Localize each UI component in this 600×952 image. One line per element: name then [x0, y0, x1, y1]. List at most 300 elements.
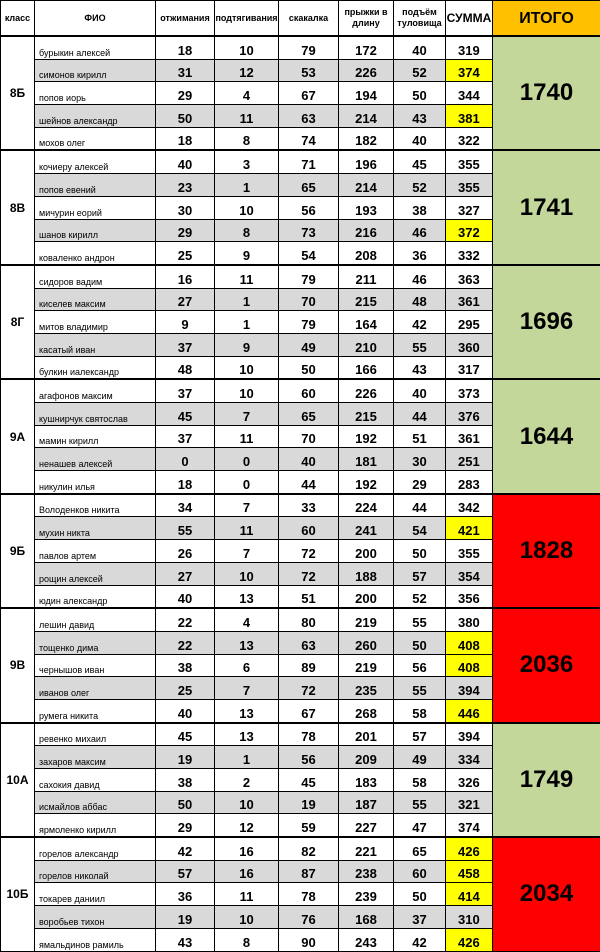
pushups-value: 50 — [156, 105, 215, 128]
sum-value: 394 — [446, 723, 493, 746]
class-total: 2034 — [493, 837, 600, 951]
pullups-value: 1 — [215, 311, 279, 334]
pullups-value: 7 — [215, 540, 279, 563]
pullups-value: 6 — [215, 654, 279, 677]
header-longjump: прыжки в длину — [339, 1, 394, 37]
pullups-value: 13 — [215, 585, 279, 608]
class-cell: 9А — [1, 379, 35, 493]
longjump-value: 182 — [339, 127, 394, 150]
skipping-value: 70 — [279, 425, 339, 448]
student-name: бурыкин алексей — [35, 36, 156, 59]
longjump-value: 192 — [339, 425, 394, 448]
skipping-value: 79 — [279, 265, 339, 288]
sum-value: 327 — [446, 196, 493, 219]
skipping-value: 70 — [279, 288, 339, 311]
pullups-value: 7 — [215, 494, 279, 517]
skipping-value: 71 — [279, 150, 339, 173]
skipping-value: 65 — [279, 174, 339, 197]
longjump-value: 224 — [339, 494, 394, 517]
pullups-value: 10 — [215, 562, 279, 585]
class-cell: 8В — [1, 150, 35, 264]
student-name: попов евений — [35, 174, 156, 197]
situps-value: 36 — [394, 242, 446, 265]
situps-value: 30 — [394, 448, 446, 471]
skipping-value: 63 — [279, 105, 339, 128]
class-cell: 8Г — [1, 265, 35, 379]
skipping-value: 65 — [279, 403, 339, 426]
student-name: захаров максим — [35, 746, 156, 769]
results-body — [1, 36, 600, 951]
longjump-value: 221 — [339, 837, 394, 860]
situps-value: 48 — [394, 288, 446, 311]
header-row — [1, 1, 600, 37]
situps-value: 58 — [394, 769, 446, 792]
sum-value: 342 — [446, 494, 493, 517]
pushups-value: 25 — [156, 242, 215, 265]
class-total: 1741 — [493, 150, 600, 264]
pushups-value: 57 — [156, 860, 215, 883]
student-name: касатый иван — [35, 333, 156, 356]
pushups-value: 22 — [156, 631, 215, 654]
pushups-value: 42 — [156, 837, 215, 860]
sum-value: 321 — [446, 791, 493, 814]
longjump-value: 168 — [339, 906, 394, 929]
pullups-value: 3 — [215, 150, 279, 173]
pullups-value: 12 — [215, 59, 279, 82]
student-name: агафонов максим — [35, 379, 156, 402]
longjump-value: 196 — [339, 150, 394, 173]
pushups-value: 37 — [156, 379, 215, 402]
student-name: булкин иалександр — [35, 356, 156, 379]
pushups-value: 50 — [156, 791, 215, 814]
pushups-value: 48 — [156, 356, 215, 379]
pullups-value: 11 — [215, 105, 279, 128]
pushups-value: 40 — [156, 150, 215, 173]
pushups-value: 9 — [156, 311, 215, 334]
header-class: класс — [1, 1, 35, 37]
student-name: юдин александр — [35, 585, 156, 608]
table-row — [1, 494, 600, 517]
student-name: тощенко дима — [35, 631, 156, 654]
longjump-value: 183 — [339, 769, 394, 792]
skipping-value: 49 — [279, 333, 339, 356]
skipping-value: 76 — [279, 906, 339, 929]
sum-value: 408 — [446, 654, 493, 677]
student-name: ревенко михаил — [35, 723, 156, 746]
sum-value: 394 — [446, 677, 493, 700]
sum-value: 414 — [446, 883, 493, 906]
student-name: кушнирчук святослав — [35, 403, 156, 426]
situps-value: 43 — [394, 356, 446, 379]
pushups-value: 40 — [156, 585, 215, 608]
student-name: симонов кирилл — [35, 59, 156, 82]
pullups-value: 10 — [215, 791, 279, 814]
sum-value: 446 — [446, 699, 493, 722]
pullups-value: 10 — [215, 356, 279, 379]
pushups-value: 40 — [156, 699, 215, 722]
sum-value: 283 — [446, 471, 493, 494]
sum-value: 251 — [446, 448, 493, 471]
skipping-value: 79 — [279, 36, 339, 59]
pushups-value: 19 — [156, 746, 215, 769]
student-name: шейнов александр — [35, 105, 156, 128]
pullups-value: 0 — [215, 471, 279, 494]
situps-value: 52 — [394, 59, 446, 82]
sum-value: 376 — [446, 403, 493, 426]
situps-value: 50 — [394, 540, 446, 563]
situps-value: 45 — [394, 150, 446, 173]
longjump-value: 243 — [339, 928, 394, 951]
longjump-value: 201 — [339, 723, 394, 746]
pushups-value: 18 — [156, 471, 215, 494]
situps-value: 56 — [394, 654, 446, 677]
skipping-value: 45 — [279, 769, 339, 792]
pushups-value: 19 — [156, 906, 215, 929]
pushups-value: 0 — [156, 448, 215, 471]
situps-value: 42 — [394, 928, 446, 951]
skipping-value: 89 — [279, 654, 339, 677]
longjump-value: 187 — [339, 791, 394, 814]
longjump-value: 166 — [339, 356, 394, 379]
skipping-value: 80 — [279, 608, 339, 631]
table-row — [1, 837, 600, 860]
pullups-value: 4 — [215, 608, 279, 631]
sum-value: 326 — [446, 769, 493, 792]
pullups-value: 1 — [215, 288, 279, 311]
situps-value: 44 — [394, 403, 446, 426]
student-name: кочиеру алексей — [35, 150, 156, 173]
student-name: румега никита — [35, 699, 156, 722]
skipping-value: 54 — [279, 242, 339, 265]
longjump-value: 238 — [339, 860, 394, 883]
student-name: исмайлов аббас — [35, 791, 156, 814]
pushups-value: 38 — [156, 769, 215, 792]
pullups-value: 10 — [215, 36, 279, 59]
sum-value: 317 — [446, 356, 493, 379]
student-name: павлов артем — [35, 540, 156, 563]
sum-value: 373 — [446, 379, 493, 402]
longjump-value: 241 — [339, 517, 394, 540]
sum-value: 356 — [446, 585, 493, 608]
sum-value: 334 — [446, 746, 493, 769]
skipping-value: 44 — [279, 471, 339, 494]
pushups-value: 29 — [156, 219, 215, 242]
pullups-value: 8 — [215, 219, 279, 242]
situps-value: 50 — [394, 883, 446, 906]
pushups-value: 27 — [156, 562, 215, 585]
pushups-value: 30 — [156, 196, 215, 219]
pushups-value: 16 — [156, 265, 215, 288]
student-name: токарев даниил — [35, 883, 156, 906]
situps-value: 57 — [394, 723, 446, 746]
pullups-value: 10 — [215, 379, 279, 402]
student-name: шанов кирилл — [35, 219, 156, 242]
pushups-value: 29 — [156, 814, 215, 837]
pushups-value: 43 — [156, 928, 215, 951]
skipping-value: 51 — [279, 585, 339, 608]
sum-value: 374 — [446, 814, 493, 837]
pushups-value: 37 — [156, 333, 215, 356]
situps-value: 49 — [394, 746, 446, 769]
longjump-value: 215 — [339, 288, 394, 311]
sum-value: 426 — [446, 928, 493, 951]
longjump-value: 268 — [339, 699, 394, 722]
class-total: 1644 — [493, 379, 600, 493]
header-pullups: подтягивания — [215, 1, 279, 37]
table-row — [1, 608, 600, 631]
longjump-value: 239 — [339, 883, 394, 906]
header-situps: подъём туловища — [394, 1, 446, 37]
sum-value: 332 — [446, 242, 493, 265]
sum-value: 380 — [446, 608, 493, 631]
student-name: киселев максим — [35, 288, 156, 311]
pushups-value: 38 — [156, 654, 215, 677]
student-name: мухин никта — [35, 517, 156, 540]
pullups-value: 13 — [215, 699, 279, 722]
situps-value: 60 — [394, 860, 446, 883]
pushups-value: 45 — [156, 723, 215, 746]
pushups-value: 25 — [156, 677, 215, 700]
sum-value: 372 — [446, 219, 493, 242]
situps-value: 40 — [394, 127, 446, 150]
skipping-value: 56 — [279, 196, 339, 219]
class-cell: 10Б — [1, 837, 35, 951]
pullups-value: 10 — [215, 906, 279, 929]
class-cell: 10А — [1, 723, 35, 837]
sum-value: 361 — [446, 425, 493, 448]
longjump-value: 227 — [339, 814, 394, 837]
pullups-value: 9 — [215, 333, 279, 356]
longjump-value: 226 — [339, 59, 394, 82]
skipping-value: 90 — [279, 928, 339, 951]
sum-value: 458 — [446, 860, 493, 883]
situps-value: 52 — [394, 585, 446, 608]
sum-value: 361 — [446, 288, 493, 311]
sum-value: 344 — [446, 82, 493, 105]
longjump-value: 193 — [339, 196, 394, 219]
table-row — [1, 265, 600, 288]
skipping-value: 72 — [279, 677, 339, 700]
pullups-value: 11 — [215, 883, 279, 906]
situps-value: 55 — [394, 791, 446, 814]
header-name: ФИО — [35, 1, 156, 37]
sum-value: 355 — [446, 540, 493, 563]
situps-value: 42 — [394, 311, 446, 334]
situps-value: 43 — [394, 105, 446, 128]
pullups-value: 11 — [215, 265, 279, 288]
longjump-value: 208 — [339, 242, 394, 265]
longjump-value: 200 — [339, 585, 394, 608]
pushups-value: 37 — [156, 425, 215, 448]
skipping-value: 67 — [279, 82, 339, 105]
skipping-value: 56 — [279, 746, 339, 769]
pushups-value: 55 — [156, 517, 215, 540]
skipping-value: 67 — [279, 699, 339, 722]
pullups-value: 11 — [215, 425, 279, 448]
situps-value: 50 — [394, 631, 446, 654]
pullups-value: 8 — [215, 928, 279, 951]
situps-value: 65 — [394, 837, 446, 860]
pullups-value: 7 — [215, 403, 279, 426]
skipping-value: 78 — [279, 723, 339, 746]
pushups-value: 23 — [156, 174, 215, 197]
pushups-value: 36 — [156, 883, 215, 906]
sum-value: 360 — [446, 333, 493, 356]
situps-value: 40 — [394, 379, 446, 402]
sum-value: 322 — [446, 127, 493, 150]
sum-value: 426 — [446, 837, 493, 860]
situps-value: 57 — [394, 562, 446, 585]
situps-value: 46 — [394, 265, 446, 288]
pushups-value: 22 — [156, 608, 215, 631]
longjump-value: 194 — [339, 82, 394, 105]
situps-value: 58 — [394, 699, 446, 722]
longjump-value: 164 — [339, 311, 394, 334]
pushups-value: 45 — [156, 403, 215, 426]
situps-value: 29 — [394, 471, 446, 494]
student-name: коваленко андрон — [35, 242, 156, 265]
situps-value: 47 — [394, 814, 446, 837]
longjump-value: 192 — [339, 471, 394, 494]
situps-value: 54 — [394, 517, 446, 540]
pullups-value: 11 — [215, 517, 279, 540]
sum-value: 319 — [446, 36, 493, 59]
pullups-value: 7 — [215, 677, 279, 700]
situps-value: 46 — [394, 219, 446, 242]
class-total: 1749 — [493, 723, 600, 837]
pushups-value: 18 — [156, 36, 215, 59]
sum-value: 295 — [446, 311, 493, 334]
skipping-value: 82 — [279, 837, 339, 860]
longjump-value: 219 — [339, 608, 394, 631]
sum-value: 374 — [446, 59, 493, 82]
skipping-value: 72 — [279, 540, 339, 563]
longjump-value: 209 — [339, 746, 394, 769]
pullups-value: 1 — [215, 174, 279, 197]
skipping-value: 63 — [279, 631, 339, 654]
student-name: мичурин еорий — [35, 196, 156, 219]
situps-value: 55 — [394, 333, 446, 356]
student-name: мамин кирилл — [35, 425, 156, 448]
student-name: Володенков никита — [35, 494, 156, 517]
pullups-value: 8 — [215, 127, 279, 150]
situps-value: 55 — [394, 677, 446, 700]
skipping-value: 74 — [279, 127, 339, 150]
longjump-value: 188 — [339, 562, 394, 585]
longjump-value: 200 — [339, 540, 394, 563]
class-total: 1740 — [493, 36, 600, 150]
student-name: рощин алексей — [35, 562, 156, 585]
student-name: митов владимир — [35, 311, 156, 334]
student-name: лешин давид — [35, 608, 156, 631]
sum-value: 408 — [446, 631, 493, 654]
sum-value: 354 — [446, 562, 493, 585]
pullups-value: 13 — [215, 723, 279, 746]
longjump-value: 214 — [339, 105, 394, 128]
pullups-value: 16 — [215, 837, 279, 860]
student-name: воробьев тихон — [35, 906, 156, 929]
skipping-value: 53 — [279, 59, 339, 82]
pushups-value: 29 — [156, 82, 215, 105]
skipping-value: 59 — [279, 814, 339, 837]
longjump-value: 235 — [339, 677, 394, 700]
table-row — [1, 150, 600, 173]
situps-value: 37 — [394, 906, 446, 929]
skipping-value: 40 — [279, 448, 339, 471]
table-row — [1, 723, 600, 746]
skipping-value: 60 — [279, 379, 339, 402]
skipping-value: 73 — [279, 219, 339, 242]
student-name: мохов олег — [35, 127, 156, 150]
header-total: ИТОГО — [493, 1, 600, 37]
pushups-value: 18 — [156, 127, 215, 150]
pullups-value: 12 — [215, 814, 279, 837]
longjump-value: 216 — [339, 219, 394, 242]
skipping-value: 50 — [279, 356, 339, 379]
pushups-value: 31 — [156, 59, 215, 82]
situps-value: 40 — [394, 36, 446, 59]
sum-value: 355 — [446, 150, 493, 173]
skipping-value: 78 — [279, 883, 339, 906]
skipping-value: 79 — [279, 311, 339, 334]
student-name: горелов николай — [35, 860, 156, 883]
class-cell: 8Б — [1, 36, 35, 150]
class-total: 1828 — [493, 494, 600, 608]
situps-value: 44 — [394, 494, 446, 517]
longjump-value: 260 — [339, 631, 394, 654]
skipping-value: 60 — [279, 517, 339, 540]
skipping-value: 33 — [279, 494, 339, 517]
class-cell: 9В — [1, 608, 35, 722]
pushups-value: 34 — [156, 494, 215, 517]
pullups-value: 0 — [215, 448, 279, 471]
table-row — [1, 379, 600, 402]
student-name: сахокия давид — [35, 769, 156, 792]
pullups-value: 13 — [215, 631, 279, 654]
longjump-value: 215 — [339, 403, 394, 426]
longjump-value: 172 — [339, 36, 394, 59]
sum-value: 381 — [446, 105, 493, 128]
longjump-value: 211 — [339, 265, 394, 288]
student-name: иванов олег — [35, 677, 156, 700]
sum-value: 363 — [446, 265, 493, 288]
student-name: ямальдинов рамиль — [35, 928, 156, 951]
student-name: попов иорь — [35, 82, 156, 105]
table-row — [1, 36, 600, 59]
pullups-value: 4 — [215, 82, 279, 105]
longjump-value: 219 — [339, 654, 394, 677]
pullups-value: 16 — [215, 860, 279, 883]
student-name: чернышов иван — [35, 654, 156, 677]
pullups-value: 10 — [215, 196, 279, 219]
longjump-value: 181 — [339, 448, 394, 471]
situps-value: 55 — [394, 608, 446, 631]
situps-value: 50 — [394, 82, 446, 105]
situps-value: 51 — [394, 425, 446, 448]
sum-value: 310 — [446, 906, 493, 929]
pushups-value: 26 — [156, 540, 215, 563]
longjump-value: 214 — [339, 174, 394, 197]
sum-value: 355 — [446, 174, 493, 197]
sum-value: 421 — [446, 517, 493, 540]
header-skipping: скакалка — [279, 1, 339, 37]
pullups-value: 9 — [215, 242, 279, 265]
student-name: горелов александр — [35, 837, 156, 860]
longjump-value: 226 — [339, 379, 394, 402]
student-name: сидоров вадим — [35, 265, 156, 288]
pushups-value: 27 — [156, 288, 215, 311]
situps-value: 38 — [394, 196, 446, 219]
